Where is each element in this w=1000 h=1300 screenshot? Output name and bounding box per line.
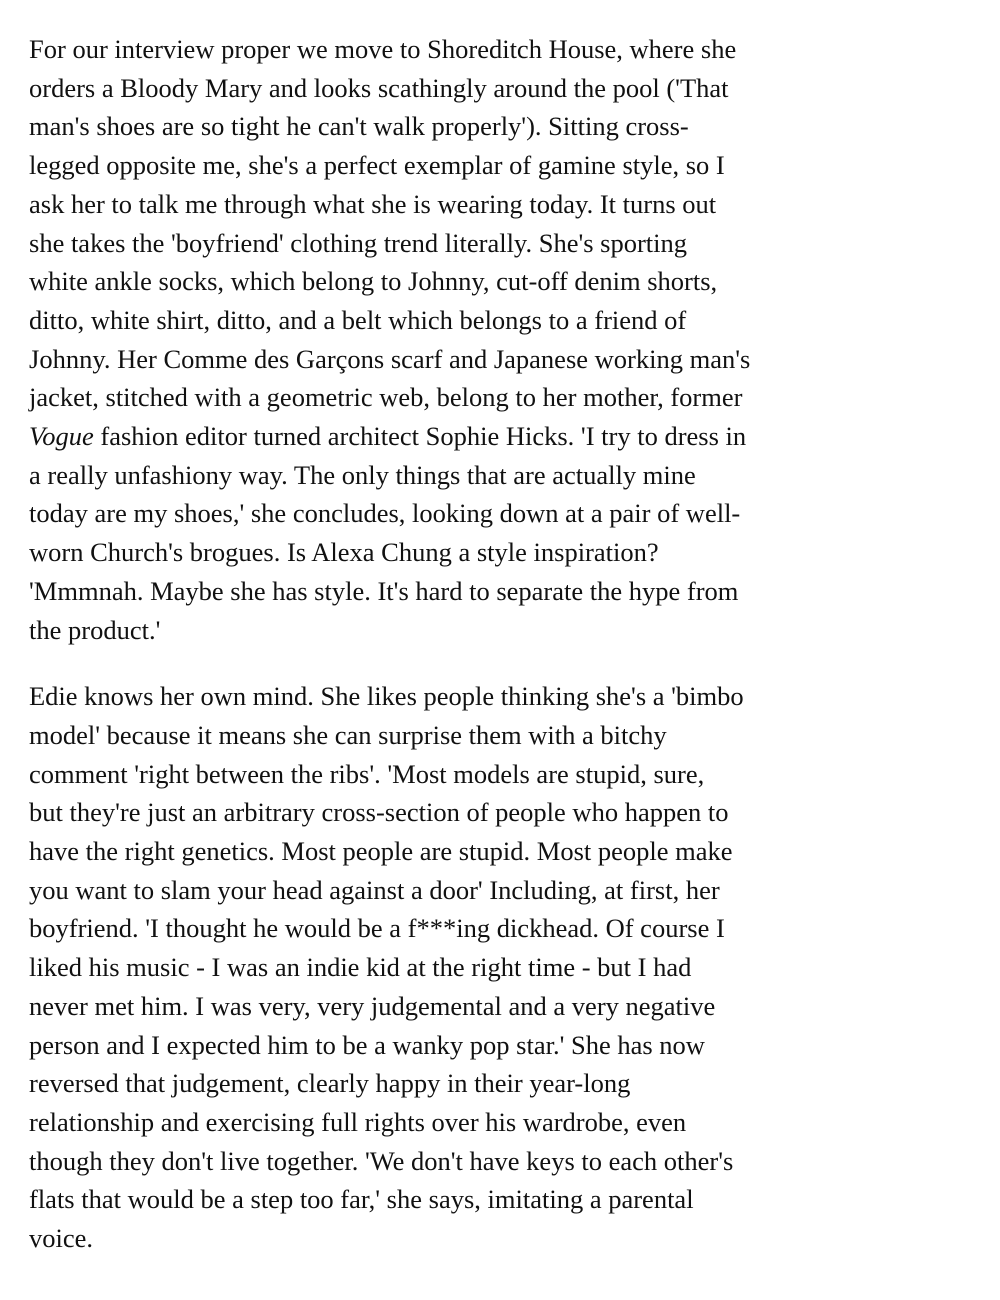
text-line: white ankle socks, which belong to Johnny, cut-off denim shorts, [29, 266, 718, 297]
text-line-rest: fashion editor turned architect Sophie Hicks. 'I try to dress in [93, 421, 747, 452]
text-line: you want to slam your head against a door' Including, at first, her [29, 874, 720, 905]
text-line: Edie knows her own mind. She likes people thinking she's a 'bimbo [29, 681, 744, 712]
text-line: legged opposite me, she's a perfect exemplar of gamine style, so I [29, 150, 725, 181]
text-line: ask her to talk me through what she is wearing today. It turns out [29, 188, 717, 219]
text-line: a really unfashiony way. The only things that are actually mine [29, 459, 696, 490]
text-line: but they're just an arbitrary cross-section of people who happen to [29, 797, 729, 828]
text-line: jacket, stitched with a geometric web, belong to her mother, former [29, 382, 743, 413]
text-line: have the right genetics. Most people are stupid. Most people make [29, 836, 733, 867]
publication-name-vogue: Vogue [29, 421, 94, 452]
text-line: worn Church's brogues. Is Alexa Chung a style inspiration? [29, 537, 659, 568]
text-line: For our interview proper we move to Shoreditch House, where she [29, 34, 737, 64]
text-line: though they don't live together. 'We don't have keys to each other's [29, 1145, 734, 1176]
text-line: man's shoes are so tight he can't walk properly'). Sitting cross- [29, 111, 689, 142]
text-line: 'Mmmnah. Maybe she has style. It's hard to separate the hype from [29, 575, 739, 606]
text-line: never met him. I was very, very judgemental and a very negative [29, 990, 716, 1021]
paragraph-interview [29, 30, 819, 649]
text-line: model' because it means she can surprise them with a bitchy [29, 719, 667, 750]
text-line: orders a Bloody Mary and looks scathingly around the pool ('That [29, 72, 729, 103]
text-line: the product.' [29, 614, 161, 645]
text-line: comment 'right between the ribs'. 'Most models are stupid, sure, [29, 758, 705, 789]
text-line: person and I expected him to be a wanky pop star.' She has now [29, 1029, 705, 1060]
text-line: ditto, white shirt, ditto, and a belt which belongs to a friend of [29, 304, 687, 335]
text-line: she takes the 'boyfriend' clothing trend literally. She's sporting [29, 227, 688, 258]
text-line: Johnny. Her Comme des Garçons scarf and Japanese working man's [29, 343, 751, 374]
article-body [29, 30, 819, 1258]
text-line: voice. [29, 1223, 94, 1254]
text-line: boyfriend. 'I thought he would be a f***ing dickhead. Of course I [29, 913, 725, 944]
text-line: today are my shoes,' she concludes, looking down at a pair of well- [29, 498, 741, 529]
paragraph-edie [29, 677, 819, 1258]
text-line: reversed that judgement, clearly happy in their year-long [29, 1068, 631, 1099]
text-line-vogue [29, 417, 819, 456]
text-line: relationship and exercising full rights over his wardrobe, even [29, 1106, 687, 1137]
text-line: liked his music - I was an indie kid at the right time - but I had [29, 952, 692, 983]
text-line: flats that would be a step too far,' she says, imitating a parental [29, 1184, 694, 1215]
